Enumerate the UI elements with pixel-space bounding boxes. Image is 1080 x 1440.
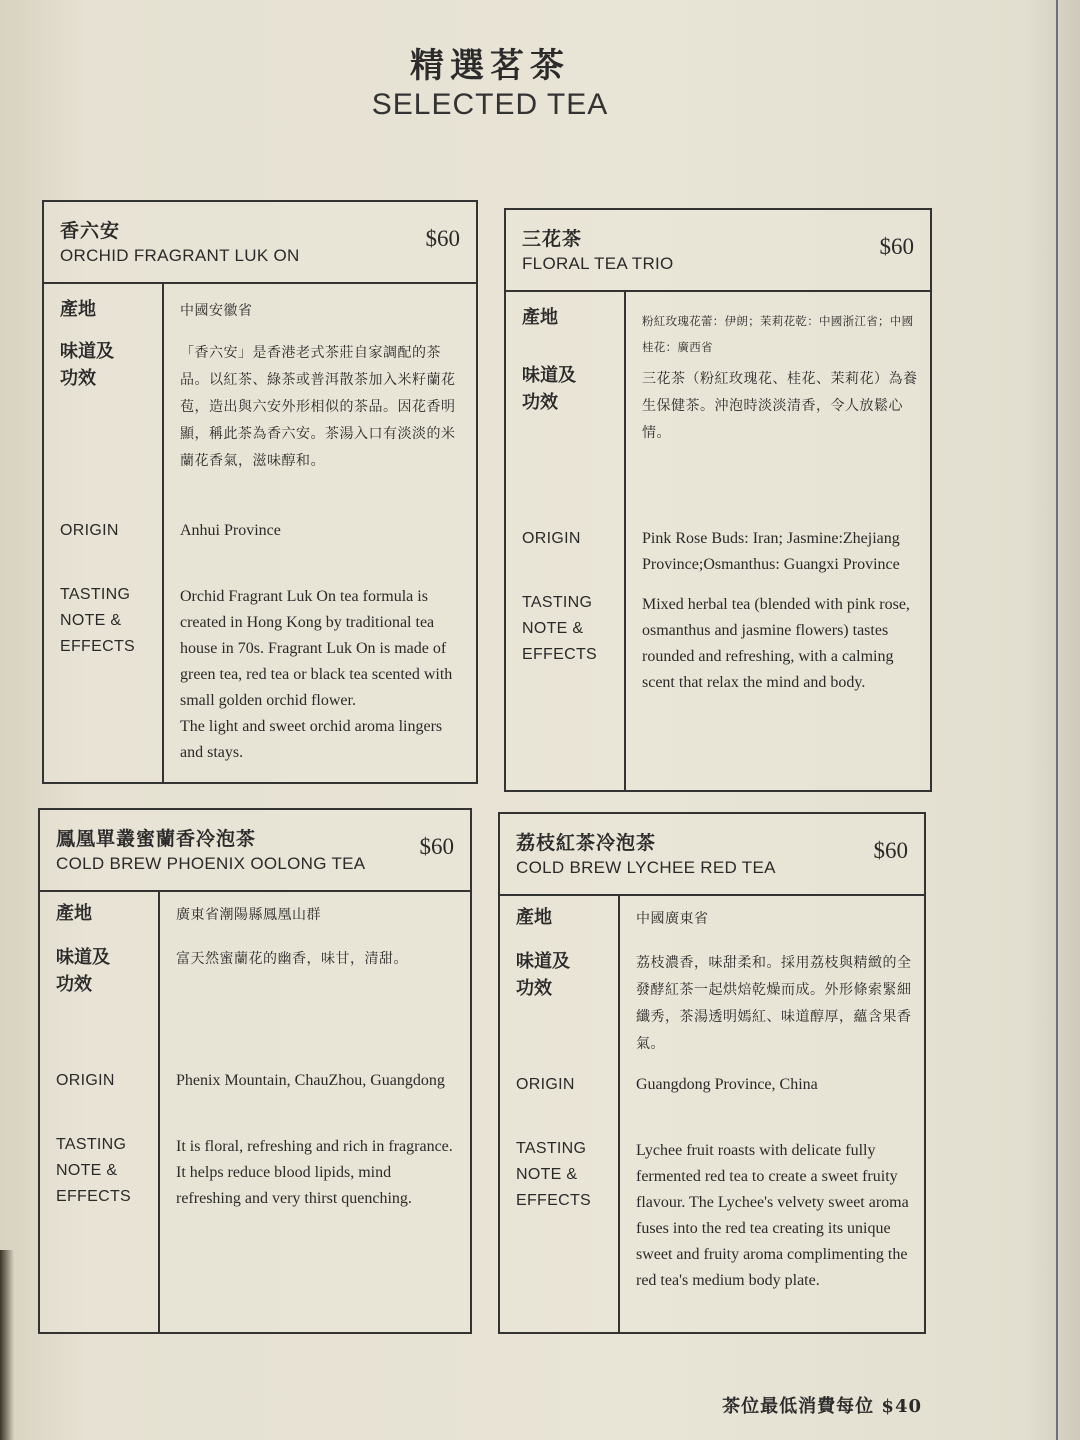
origin-zh: 中國安徽省 (180, 303, 253, 319)
tea-card-header (44, 202, 476, 284)
tea-price: $60 (879, 234, 914, 259)
tea-name-en: COLD BREW PHOENIX OOLONG TEA (56, 854, 366, 873)
description-zh: 「香六安」是香港老式茶莊自家調配的茶品。以紅茶、綠茶或普洱散茶加入米籽蘭花苞，造出與六安外形相似的茶品。因花香明顯，稱此茶為香六安。茶湯入口有淡淡的米蘭花香氣，滋味醇和。 (180, 345, 456, 469)
description-en: It is floral, refreshing and rich in fragrance. It helps reduce blood lipids, mind refreshing and very thirst quenching. (176, 1138, 453, 1207)
origin-label-zh: 產地 (60, 299, 96, 320)
taste-label-zh: 味道及 功效 (56, 947, 110, 995)
taste-label-zh: 味道及 功效 (522, 365, 576, 413)
tea-card-header (500, 814, 924, 896)
column-divider (162, 282, 164, 782)
description-en: Mixed herbal tea (blended with pink rose, osmanthus and jasmine flowers) tastes rounded and refreshing, with a calming scent that relax the mind and body. (642, 596, 910, 691)
origin-label-en: ORIGIN (56, 1072, 115, 1089)
origin-label-en: ORIGIN (60, 522, 119, 539)
page-edge-line (1056, 0, 1058, 1440)
taste-label-zh: 味道及 功效 (60, 341, 114, 389)
description-en: Lychee fruit roasts with delicate fully fermented red tea to create a sweet fruity flavour. The Lychee's velvety sweet aroma fuses into the red tea creating its unique sweet and fruity aroma complimenting the red tea's medium body plate. (636, 1142, 909, 1289)
page-shadow (0, 1250, 14, 1440)
tea-price: $60 (873, 838, 908, 863)
origin-en: Pink Rose Buds: Iran; Jasmine:Zhejiang Province;Osmanthus: Guangxi Province (642, 530, 900, 573)
tea-card-header (506, 210, 930, 292)
origin-label-en: ORIGIN (522, 530, 581, 547)
tasting-label-en: TASTING NOTE & EFFECTS (56, 1136, 131, 1205)
tasting-label-en: TASTING NOTE & EFFECTS (516, 1140, 591, 1209)
description-zh: 三花茶（粉紅玫瑰花、桂花、茉莉花）為養生保健茶。沖泡時淡淡清香，令人放鬆心情。 (642, 371, 918, 441)
column-divider (158, 890, 160, 1332)
minimum-charge-note: 茶位最低消費每位 $40 (722, 1396, 922, 1417)
origin-zh: 廣東省潮陽縣鳳凰山群 (176, 907, 321, 923)
description-zh: 富天然蜜蘭花的幽香，味甘，清甜。 (176, 951, 408, 967)
page-title-zh: 精選茗茶 (410, 46, 570, 86)
description-en: Orchid Fragrant Luk On tea formula is created in Hong Kong by traditional tea house in 70s. Fragrant Luk On is made of green tea, red tea or black tea scented with small golden orchid flower. The light and sweet orchid aroma lingers and stays. (180, 588, 453, 761)
tea-name-en: ORCHID FRAGRANT LUK ON (60, 246, 300, 265)
page-title-en: SELECTED TEA (371, 88, 609, 121)
description-zh: 荔枝濃香，味甜柔和。採用荔枝與精緻的全發酵紅茶一起烘焙乾燥而成。外形條索緊細纖秀，茶湯透明嫣紅、味道醇厚，蘊含果香氣。 (636, 955, 912, 1052)
origin-zh: 中國廣東省 (636, 911, 709, 927)
origin-en: Anhui Province (180, 522, 281, 539)
origin-en: Phenix Mountain, ChauZhou, Guangdong (176, 1072, 445, 1089)
tasting-label-en: TASTING NOTE & EFFECTS (60, 586, 135, 655)
origin-label-zh: 產地 (516, 907, 552, 928)
tea-price: $60 (425, 226, 460, 251)
tea-name-zh: 荔枝紅茶冷泡茶 (516, 832, 657, 854)
tea-name-en: FLORAL TEA TRIO (522, 254, 674, 273)
origin-label-zh: 產地 (56, 903, 92, 924)
column-divider (624, 290, 626, 790)
tea-card-header (40, 810, 470, 892)
tea-card-floral-tea-trio (504, 208, 932, 792)
origin-label-zh: 產地 (522, 307, 558, 328)
tea-name-en: COLD BREW LYCHEE RED TEA (516, 858, 776, 877)
tasting-label-en: TASTING NOTE & EFFECTS (522, 594, 597, 663)
column-divider (618, 894, 620, 1332)
tea-card-cold-brew-phoenix-oolong (38, 808, 472, 1334)
origin-label-en: ORIGIN (516, 1076, 575, 1093)
origin-en: Guangdong Province, China (636, 1076, 818, 1093)
tea-name-zh: 香六安 (60, 220, 121, 242)
tea-price: $60 (419, 834, 454, 859)
tea-name-zh: 鳳凰單叢蜜蘭香冷泡茶 (56, 828, 257, 850)
tea-card-cold-brew-lychee-red-tea (498, 812, 926, 1334)
origin-zh: 粉紅玫瑰花蕾：伊朗；茉莉花乾：中國浙江省；中國桂花：廣西省 (642, 314, 914, 354)
tea-name-zh: 三花茶 (522, 228, 583, 250)
taste-label-zh: 味道及 功效 (516, 951, 570, 999)
tea-card-orchid-fragrant-luk-on (42, 200, 478, 784)
